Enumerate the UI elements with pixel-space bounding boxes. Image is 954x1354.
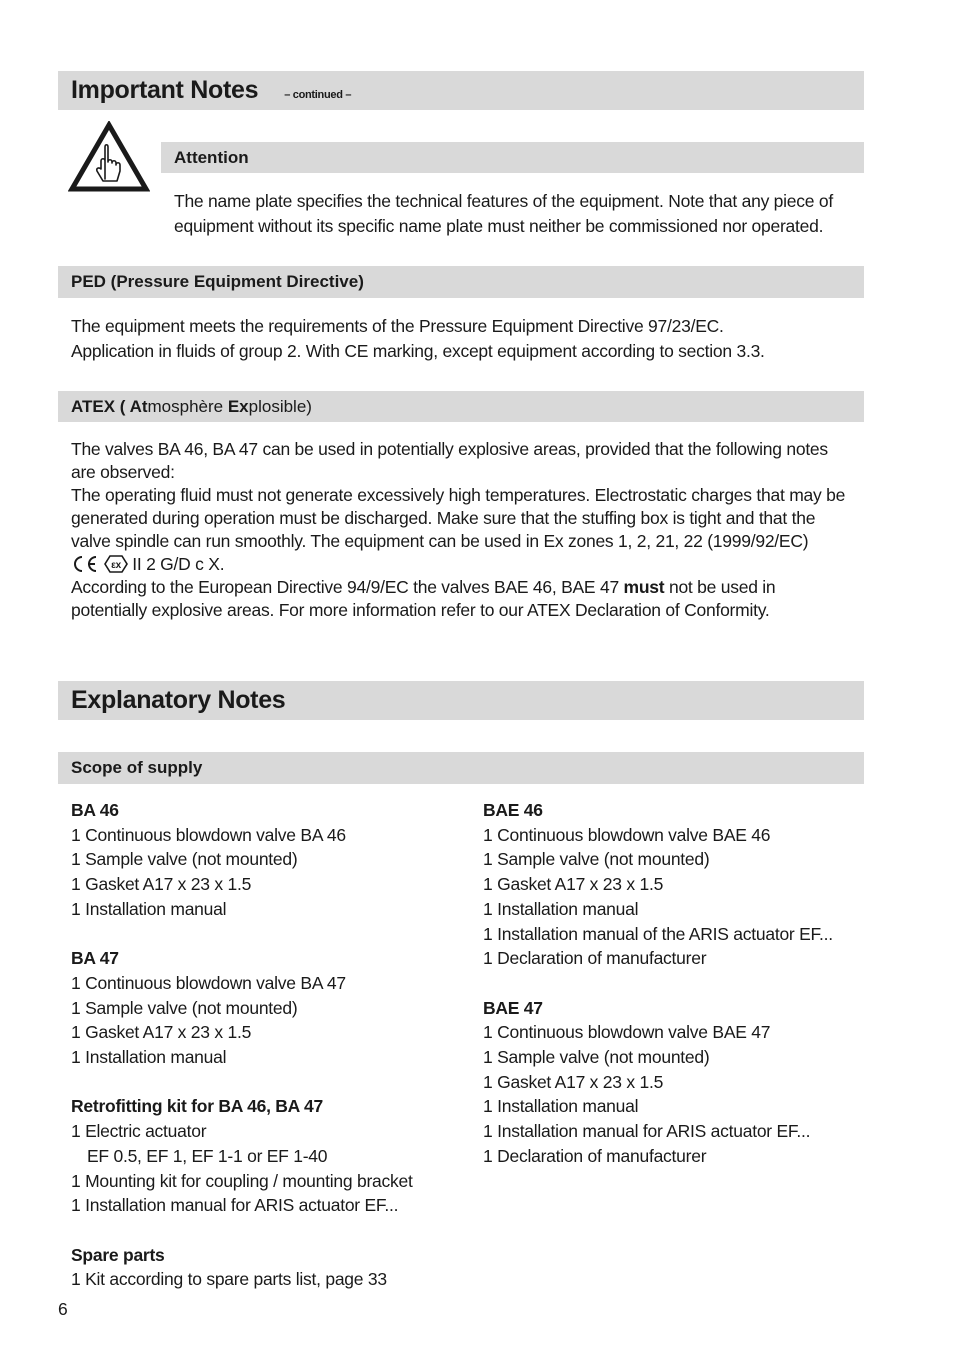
list-item: 1 Continuous blowdown valve BAE 46 xyxy=(483,824,771,845)
list-item: EF 0.5, EF 1, EF 1-1 or EF 1-40 xyxy=(87,1145,328,1166)
list-item: 1 Installation manual of the ARIS actuator EF... xyxy=(483,923,833,944)
group-heading: Spare parts xyxy=(71,1244,165,1265)
list-item: 1 Gasket A17 x 23 x 1.5 xyxy=(71,1022,252,1043)
group-heading: BAE 47 xyxy=(483,997,543,1018)
list-item: 1 Installation manual xyxy=(71,898,227,919)
group-heading: Retrofitting kit for BA 46, BA 47 xyxy=(71,1096,324,1117)
list-item: 1 Kit according to spare parts list, page 33 xyxy=(71,1269,387,1290)
scope-left-column xyxy=(71,798,471,1292)
atex-para-3: According to the European Directive 94/9/EC the valves BAE 46, BAE 47 must not be used in potentially explosive areas. For more information refer to our ATEX Declaration of Conformity. xyxy=(71,577,776,620)
continued-label: – continued – xyxy=(284,89,352,101)
list-item: 1 Gasket A17 x 23 x 1.5 xyxy=(483,874,664,895)
group-heading: BAE 46 xyxy=(483,800,543,820)
warning-hand-icon xyxy=(68,121,150,193)
list-item: 1 Sample valve (not mounted) xyxy=(71,997,298,1018)
attention-heading: Attention xyxy=(174,148,249,167)
list-item: 1 Installation manual for ARIS actuator EF... xyxy=(71,1195,399,1216)
svg-text:εx: εx xyxy=(110,560,121,571)
atex-text xyxy=(71,438,846,622)
atex-para-2: The operating fluid must not generate excessively high temperatures. Electrostatic charges that may be generated during operation must be discharged. Make sure that the stuffing box is tight and that the valve spindle can run smoothly. The equipment can be used in Ex zones 1, 2, 21, 22 (1999/92/EC) xyxy=(71,485,846,551)
page-number: 6 xyxy=(58,1299,68,1319)
attention-heading-bar xyxy=(161,142,864,173)
list-item: 1 Mounting kit for coupling / mounting bracket xyxy=(71,1170,413,1191)
attention-text: The name plate specifies the technical features of the equipment. Note that any piece of equipment without its specific name plate must neither be commissioned nor operated. xyxy=(174,191,833,236)
list-item: 1 Installation manual for ARIS actuator EF... xyxy=(483,1121,811,1142)
list-item: 1 Continuous blowdown valve BAE 47 xyxy=(483,1022,771,1043)
list-item: 1 Continuous blowdown valve BA 46 xyxy=(71,824,346,845)
atex-heading-bar xyxy=(58,391,864,422)
list-item: 1 Sample valve (not mounted) xyxy=(483,849,710,870)
important-notes-header xyxy=(58,71,864,110)
atex-marking: εx II 2 G/D c X. xyxy=(71,553,846,576)
scope-heading: Scope of supply xyxy=(71,758,203,777)
scope-heading-bar xyxy=(58,752,864,784)
atex-heading: ATEX ( Atmosphère Explosible) xyxy=(71,397,312,416)
list-item: 1 Installation manual xyxy=(483,1096,639,1117)
list-item: 1 Gasket A17 x 23 x 1.5 xyxy=(483,1071,664,1092)
ped-line-2: Application in fluids of group 2. With CE marking, except equipment according to section 3.3. xyxy=(71,341,765,361)
important-notes-title: Important Notes xyxy=(71,76,259,104)
explanatory-notes-title: Explanatory Notes xyxy=(71,686,286,714)
group-heading: BA 47 xyxy=(71,948,119,969)
list-item: 1 Continuous blowdown valve BA 47 xyxy=(71,972,346,993)
ex-hexagon-icon xyxy=(104,555,128,573)
list-item: 1 Declaration of manufacturer xyxy=(483,948,707,969)
scope-right-column xyxy=(483,798,863,1169)
ped-text xyxy=(71,314,861,364)
list-item: 1 Gasket A17 x 23 x 1.5 xyxy=(71,874,252,895)
ce-mark-icon xyxy=(71,555,99,573)
list-item: 1 Electric actuator xyxy=(71,1121,207,1142)
list-item: 1 Installation manual xyxy=(483,898,639,919)
list-item: 1 Sample valve (not mounted) xyxy=(71,849,298,870)
list-item: 1 Sample valve (not mounted) xyxy=(483,1047,710,1068)
list-item: 1 Declaration of manufacturer xyxy=(483,1145,707,1166)
ped-line-1: The equipment meets the requirements of the Pressure Equipment Directive 97/23/EC. xyxy=(71,316,724,336)
atex-para-1: The valves BA 46, BA 47 can be used in potentially explosive areas, provided that the following notes are observed: xyxy=(71,439,828,482)
explanatory-notes-header xyxy=(58,681,864,720)
group-heading: BA 46 xyxy=(71,800,119,820)
list-item: 1 Installation manual xyxy=(71,1047,227,1068)
ped-heading: PED (Pressure Equipment Directive) xyxy=(71,272,364,291)
ped-heading-bar xyxy=(58,266,864,298)
